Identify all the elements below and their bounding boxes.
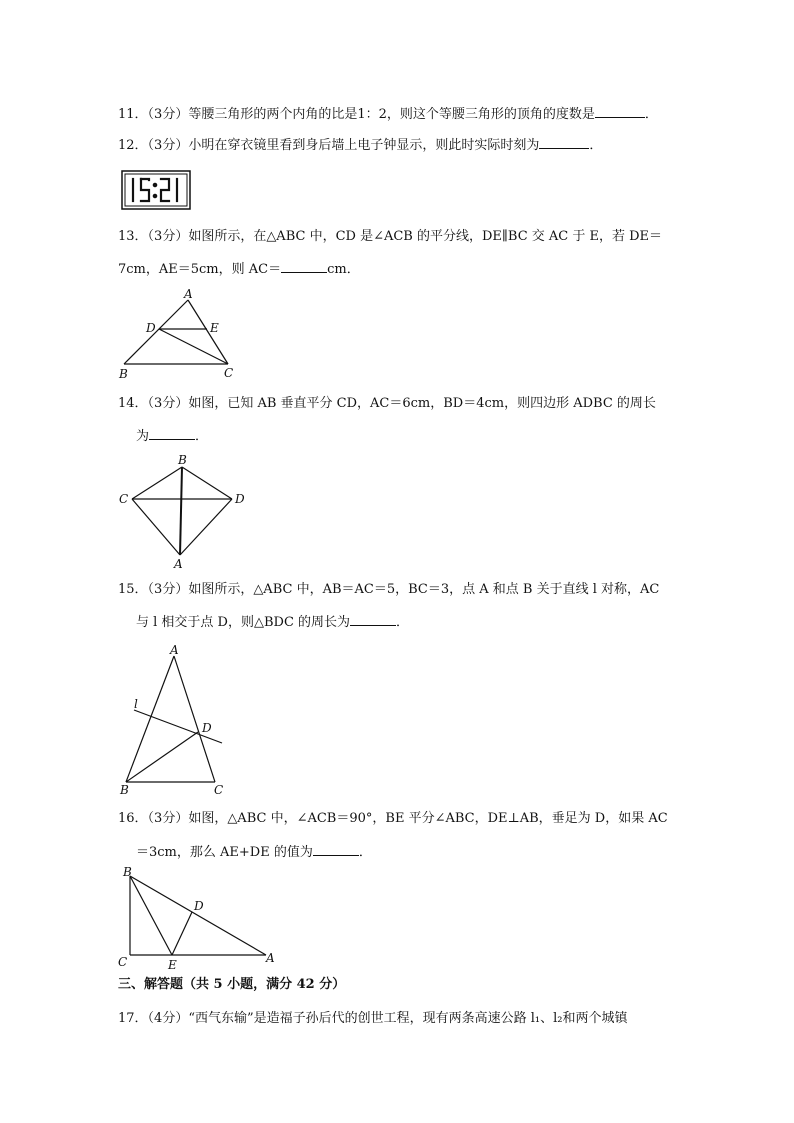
question-16-suffix: ． xyxy=(358,845,372,860)
label-l: l xyxy=(134,697,138,711)
label-c: C xyxy=(118,955,128,969)
question-13-line-1: 13．（3分）如图所示，在△ABC 中，CD 是∠ACB 的平分线，DE∥BC 交 AC 于 E，若 DE＝ xyxy=(118,229,663,244)
answer-blank xyxy=(539,135,589,149)
question-14-line-2 xyxy=(136,426,208,446)
figure-16 xyxy=(112,862,282,972)
label-c: C xyxy=(214,783,224,797)
label-e: E xyxy=(168,958,177,972)
question-13-line-2 xyxy=(118,259,360,279)
answer-blank xyxy=(149,426,195,440)
section-3-heading: 三、解答题（共 5 小题，满分 42 分） xyxy=(118,977,346,992)
question-15-line-1: 15．（3分）如图所示，△ABC 中，AB＝AC＝5，BC＝3，点 A 和点 B 关于直线 l 对称，AC xyxy=(118,582,660,597)
segment-ab xyxy=(124,300,188,364)
question-11-suffix: ． xyxy=(644,107,658,122)
figure-13 xyxy=(110,285,250,385)
question-13-text: 7cm，AE＝5cm，则 AC＝ xyxy=(118,262,282,277)
question-14-suffix: ． xyxy=(195,429,209,444)
label-d: D xyxy=(146,321,156,335)
label-d: D xyxy=(194,899,204,913)
label-b: B xyxy=(120,783,129,797)
question-15-suffix: ． xyxy=(396,615,410,630)
label-b: B xyxy=(119,367,128,381)
mirrored-digital-clock xyxy=(121,170,191,210)
answer-blank xyxy=(313,842,359,856)
question-16-line-1: 16．（3分）如图，△ABC 中，∠ACB＝90°，BE 平分∠ABC，DE⊥AB，垂足为 D，如果 AC xyxy=(118,811,668,826)
label-b: B xyxy=(178,453,187,467)
question-12 xyxy=(118,135,602,155)
label-e: E xyxy=(210,321,219,335)
label-b: B xyxy=(123,865,132,879)
question-15-line-2 xyxy=(136,612,409,632)
label-a: A xyxy=(266,951,275,965)
question-17-text: 17．（4分）“西气东输”是造福子孙后代的创世工程，现有两条高速公路 l₁、l₂和两个城镇 xyxy=(118,1011,628,1026)
figure-15 xyxy=(112,640,242,800)
question-14-text: 为 xyxy=(136,429,150,444)
question-12-text: 12．（3分）小明在穿衣镜里看到身后墙上电子钟显示，则此时实际时刻为 xyxy=(118,138,540,153)
question-12-suffix: ． xyxy=(589,138,603,153)
label-c: C xyxy=(119,492,129,506)
label-d: D xyxy=(235,492,245,506)
answer-blank xyxy=(350,612,396,626)
question-13-suffix: cm． xyxy=(327,262,360,277)
answer-blank xyxy=(595,104,645,118)
question-15-text: 与 l 相交于点 D，则△BDC 的周长为 xyxy=(136,615,351,630)
question-14-line-1: 14．（3分）如图，已知 AB 垂直平分 CD，AC＝6cm，BD＝4cm，则四边形 ADBC 的周长 xyxy=(118,396,656,411)
question-16-line-2 xyxy=(136,842,372,862)
label-a: A xyxy=(174,557,183,571)
label-d: D xyxy=(202,721,212,735)
question-11 xyxy=(118,104,658,124)
question-11-text: 11．（3分）等腰三角形的两个内角的比是1：2，则这个等腰三角形的顶角的度数是 xyxy=(118,107,595,122)
label-a: A xyxy=(184,287,193,301)
question-16-text: ＝3cm，那么 AE+DE 的值为 xyxy=(136,845,313,860)
label-c: C xyxy=(224,366,234,380)
answer-blank xyxy=(281,259,327,273)
figure-14 xyxy=(112,450,252,572)
label-a: A xyxy=(170,643,179,657)
